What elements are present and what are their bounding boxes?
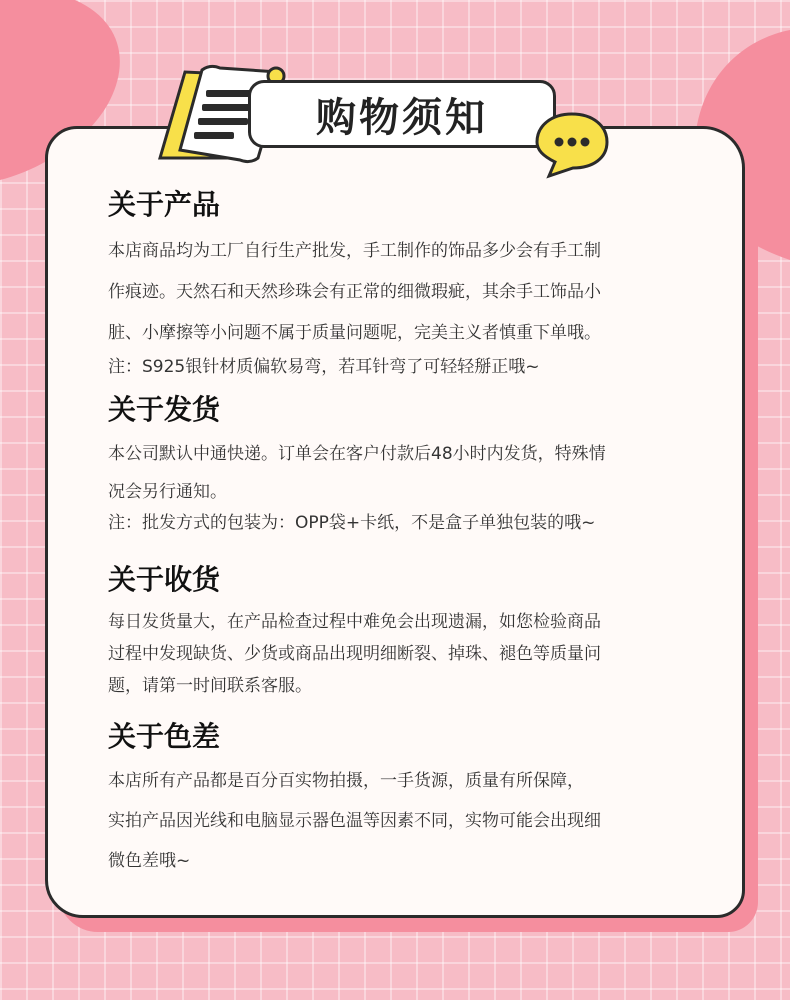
section-heading: 关于产品 (108, 188, 221, 221)
text-line: 题，请第一时间联系客服。 (108, 676, 312, 696)
text-line: 本店商品均为工厂自行生产批发，手工制作的饰品多少会有手工制 (108, 241, 601, 261)
section-heading: 关于收货 (108, 563, 221, 596)
text-line: 注：批发方式的包装为：OPP袋+卡纸，不是盒子单独包装的哦~ (108, 513, 596, 533)
text-line: 作痕迹。天然石和天然珍珠会有正常的细微瑕疵，其余手工饰品小 (108, 282, 601, 302)
section-shipping (108, 390, 708, 535)
speech-bubble-icon (533, 108, 611, 180)
title-banner (248, 80, 556, 148)
section-color-difference (108, 717, 708, 881)
text-line: 本店所有产品都是百分百实物拍摄，一手货源，质量有所保障， (108, 771, 584, 791)
text-line: 脏、小摩擦等小问题不属于质量问题呢，完美主义者慎重下单哦。 (108, 323, 601, 343)
section-heading: 关于色差 (108, 720, 221, 753)
text-line: 实拍产品因光线和电脑显示器色温等因素不同，实物可能会出现细 (108, 811, 601, 831)
page-title: 购物须知 (316, 94, 488, 141)
section-product (108, 185, 708, 380)
section-heading: 关于发货 (108, 393, 221, 426)
text-line: 本公司默认中通快递。订单会在客户付款后48小时内发货，特殊情 (108, 444, 606, 464)
text-line: 注：S925银针材质偏软易弯，若耳针弯了可轻轻掰正哦~ (108, 357, 540, 377)
text-line: 每日发货量大，在产品检查过程中难免会出现遗漏，如您检验商品 (108, 612, 601, 632)
text-line: 过程中发现缺货、少货或商品出现明细断裂、掉珠、褪色等质量问 (108, 644, 601, 664)
text-line: 况会另行通知。 (108, 482, 227, 502)
text-line: 微色差哦~ (108, 851, 191, 871)
section-receiving (108, 560, 708, 702)
